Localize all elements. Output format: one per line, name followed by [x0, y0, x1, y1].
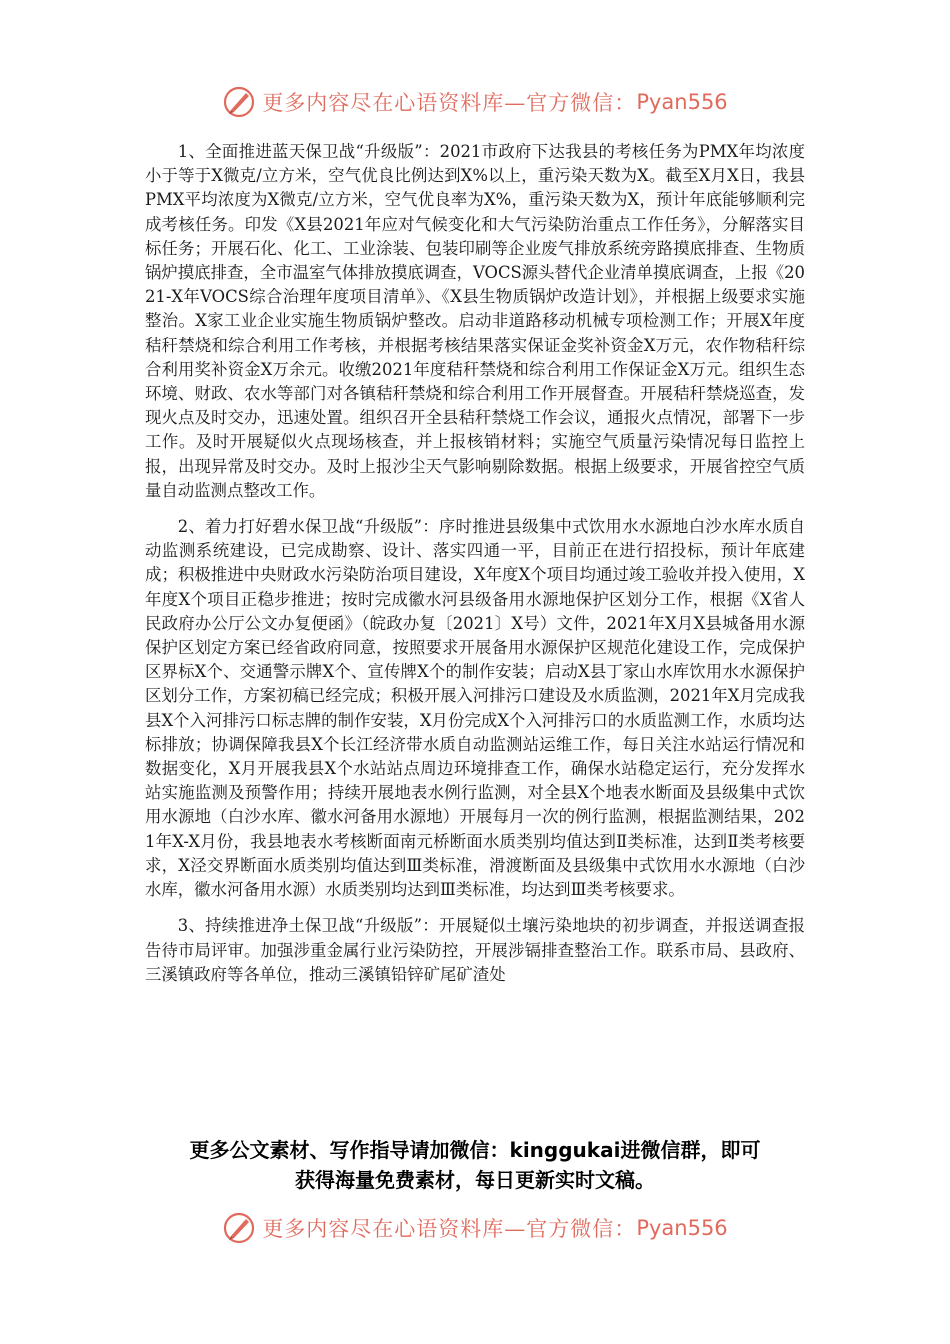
promo-line-2: 获得海量免费素材，每日更新实时文稿。: [295, 1168, 655, 1192]
banner-handle: Pyan556: [636, 1216, 728, 1240]
promo-notice: [140, 1135, 810, 1195]
brush-pen-logo-icon: [222, 85, 256, 119]
header-banner: [0, 82, 950, 122]
promo-line-1: 更多公文素材、写作指导请加微信：kinggukai进微信群，即可: [189, 1138, 761, 1162]
brush-pen-logo-icon: [222, 1211, 256, 1245]
banner-text: 更多内容尽在心语资料库—官方微信：: [262, 91, 637, 115]
document-body: [145, 140, 805, 999]
banner-handle: Pyan556: [636, 90, 728, 114]
paragraph-clear-water: 2、着力打好碧水保卫战“升级版”：序时推进县级集中式饮用水水源地白沙水库水质自动监测系统建设，已完成勘察、设计、落实四通一平，目前正在进行招投标，预计年底建成；积极推进中央财政水污染防治项目建设，X年度X个项目均通过竣工验收并投入使用，X年度X个项目正稳步推进；按时完成徽水河县级备用水源地保护区划分工作，根据《X省人民政府办公厅公文办复便函》（皖政办复〔2021〕X号）文件，2021年X月X县城备用水源保护区划定方案已经省政府同意，按照要求开展备用水源保护区规范化建设工作，完成保护区界标X个、交通警示牌X个、宣传牌X个的制作安装；启动X县丁家山水库饮用水水源保护区划分工作，方案初稿已经完成；积极开展入河排污口建设及水质监测，2021年X月完成我县X个入河排污口标志牌的制作安装，X月份完成X个入河排污口的水质监测工作，水质均达标排放；协调保障我县X个长江经济带水质自动监测站运维工作，每日关注水站运行情况和数据变化，X月开展我县X个水站站点周边环境排查工作，确保水站稳定运行，充分发挥水站实施监测及预警作用；持续开展地表水例行监测，对全县X个地表水断面及县级集中式饮用水源地（白沙水库、徽水河备用水源地）开展每月一次的例行监测，根据监测结果，2021年X-X月份，我县地表水考核断面南元桥断面水质类别均值达到Ⅱ类标准，达到Ⅱ类考核要求，X泾交界断面水质类别均值达到Ⅲ类标准，滑渡断面及县级集中式饮用水水源地（白沙水库，徽水河备用水源）水质类别均达到Ⅲ类标准，均达到Ⅲ类考核要求。: [145, 517, 805, 900]
banner-text: 更多内容尽在心语资料库—官方微信：: [262, 1217, 637, 1241]
footer-banner: [0, 1208, 950, 1248]
paragraph-clean-soil: 3、持续推进净土保卫战“升级版”：开展疑似土壤污染地块的初步调查，并报送调查报告待市局评审。加强涉重金属行业污染防控，开展涉镉排查整治工作。联系市局、县政府、三溪镇政府等各单位，推动三溪镇铅锌矿尾矿渣处: [145, 916, 805, 984]
paragraph-blue-sky: 1、全面推进蓝天保卫战“升级版”：2021市政府下达我县的考核任务为PMX年均浓度小于等于X微克/立方米，空气优良比例达到X%以上，重污染天数为X。截至X月X日，我县PMX平均浓度为X微克/立方米，空气优良率为X%，重污染天数为X，预计年底能够顺利完成考核任务。印发《X县2021年应对气候变化和大气污染防治重点工作任务》，分解落实目标任务；开展石化、化工、工业涂装、包装印刷等企业废气排放系统旁路摸底排查、生物质锅炉摸底排查，全市温室气体排放摸底调查，VOCS源头替代企业清单摸底调查，上报《2021-X年VOCS综合治理年度项目清单》、《X县生物质锅炉改造计划》，并根据上级要求实施整治。X家工业企业实施生物质锅炉整改。启动非道路移动机械专项检测工作；开展X年度秸秆禁烧和综合利用工作考核，并根据考核结果落实保证金奖补资金X万元，农作物秸秆综合利用奖补资金X万余元。收缴2021年度秸秆禁烧和综合利用工作保证金X万元。组织生态环境、财政、农水等部门对各镇秸秆禁烧和综合利用工作开展督查。开展秸秆禁烧巡查，发现火点及时交办，迅速处置。组织召开全县秸秆禁烧工作会议，通报火点情况，部署下一步工作。及时开展疑似火点现场核查，并上报核销材料；实施空气质量污染情况每日监控上报，出现异常及时交办。及时上报沙尘天气影响剔除数据。根据上级要求，开展省控空气质量自动监测点整改工作。: [145, 142, 805, 500]
